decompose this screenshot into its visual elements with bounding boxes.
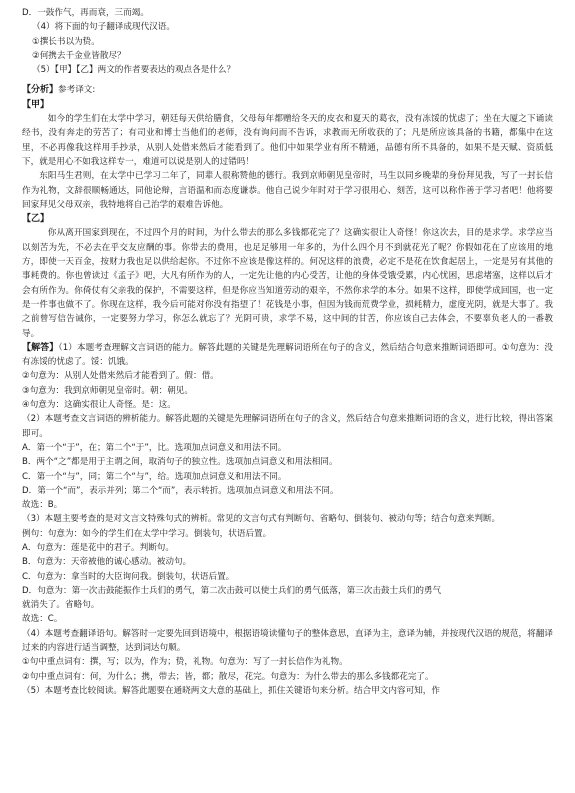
- answer-3-option-d-line-1: D．句意为：第一次击鼓能振作士兵们的勇气，第二次击鼓可以使士兵们的勇气低落，第三次击鼓士兵们的勇气: [22, 585, 442, 596]
- answer-3-example: 例句：句意为：如今的学生们在太学中学习。倒装句，状语后置。: [22, 528, 272, 539]
- jia-paragraph-1: 如今的学生们在太学中学习，朝廷每天供给膳食，父母每年都赠给冬天的皮衣和夏天的葛衣，没有冻馁的忧虑了；坐在大厦之下诵读经书，没有奔走的劳苦了；有司业和博士当他们的老师，没有询问而不告诉，求教而无所收获的了；凡是所应该具备的书籍，都集中在这里，不必再像我这样用手抄录，从别人处借来然后才能看到了。他们中如果学业有所不精通，品德有所不具备的，如果不是天赋、资质低下，就是用心不如我这样专一，难道可以说是别人的过错吗！: [22, 114, 553, 167]
- answer-4-item-1: ①句中重点词有：撰，写；以为，作为；贽，礼物。句意为：写了一封长信作为礼物。: [22, 657, 348, 668]
- answer-3-option-d-line-2: 就消失了。省略句。: [22, 600, 100, 611]
- q4-sentence-1: ①撰长书以为贽。: [32, 36, 100, 47]
- answer-4-intro: （4）本题考查翻译语句。解答时一定要先回到语境中，根据语境读懂句子的整体意思，直译为主，意译为辅，并按现代汉语的规范，将翻译过来的内容进行适当调整，达到词达句顺。: [22, 628, 553, 654]
- answer-3-option-a: A．句意为：莲是花中的君子。判断句。: [22, 542, 174, 553]
- q3-option-d: D．一鼓作气，再而衰，三而竭。: [22, 8, 149, 18]
- analysis-header: [22, 83, 553, 97]
- answer-5-intro: （5）本题考查比较阅读。解答此题要在通晓两文大意的基础上，抓住关键语句来分析。结合甲文内容可知，作: [22, 685, 440, 696]
- answer-2-option-b: B．两个“之”都是用于主谓之间，取消句子的独立性。选项加点词意义和用法相同。: [22, 457, 338, 468]
- yi-paragraph-1: 你从离开国家到现在，不过四个月的时间，为什么带去的那么多钱都花完了？这确实很让人奇怪！你这次去，目的是求学。求学应当以刻苦为先，不必去在乎交友应酬的事。你带去的费用，也足足够用一年多的，为什么四个月不到就花光了呢？你假如花在了应该用的地方，即使一天百金，按财力我也足以供给起你。不过你不应该是像这样的。何况这样的浪费，必定不是花在饮食起居上，一定是另有其他的事耗费的。你也曾读过《孟子》吧，大凡有所作为的人，一定先让他的内心受苦，让他的身体受饿受累，内心忧困，思虑堵塞，这样以后才会有所作为。你倚仗有父亲我的保护，不需要这样，但是你应当知道劳动的艰辛，不然你求学的本分。如果不这样，即使学成回国，也一定是一件事也做不了。你现在这样，我今后可能对你没有指望了！花钱是小事，但因为钱而荒费学业，损耗精力，虚度光阴，就是大事了。我之前曾写信告诫你，一定要努力学习，你怎么就忘了？光阴可贵，求学不易，这中间的甘苦，你应该自己去体会，不要辜负老人的一番教导。: [22, 228, 553, 339]
- q5-title: （5）【甲】【乙】两文的作者要表达的观点各是什么？: [32, 65, 236, 76]
- answer-2-option-c: C．第一个“与”，同；第二个“与”，给。选项加点词意义和用法不同。: [22, 471, 287, 482]
- answer-1-text: （1）本题考查理解文言词语的能力。解答此题的关键是先理解词语所在句子的含义，然后结合句意来推断词语即可。①句意为：没有冻馁的忧虑了。馁：饥饿。: [22, 342, 553, 368]
- answer-label: 【解答】: [22, 342, 59, 353]
- q4-sentence-2: ②何携去千金业皆散尽？: [32, 50, 126, 61]
- answer-2-intro: （2）本题考查文言词语的辨析能力。解答此题的关键是先理解词语所在句子的含义，然后结合句意来推断词语的含义，进行比较，得出答案即可。: [22, 414, 553, 439]
- answer-2-option-a: A．第一个“于”，在；第二个“于”，比。选项加点词意义和用法不同。: [22, 442, 287, 453]
- answer-3-option-c: C．句意为：拿当时的大臣询问我。倒装句，状语后置。: [22, 571, 235, 582]
- answer-2-option-d: D．第一个“而”，表示并列；第二个“而”，表示转折。选项加点词意义和用法不同。: [22, 485, 339, 496]
- yi-label: 【乙】: [22, 214, 50, 225]
- answer-3-option-b: B．句意为：天帝被他的诚心感动。被动句。: [22, 557, 192, 568]
- jia-label: 【甲】: [22, 99, 50, 110]
- q4-title: （4）将下面的句子翻译成现代汉语。: [32, 22, 175, 33]
- answer-1-item-4: ④句意为：这确实很让人奇怪。是：这。: [22, 400, 176, 411]
- jia-paragraph-2: 东阳马生君则，在太学中已学习二年了，同辈人很称赞他的德行。我到京师朝见皇帝时，马生以同乡晚辈的身份拜见我，写了一封长信作为礼物，文辞很顺畅通达，同他论辩，言语温和而态度谦恭。他自己说少年时对于学习很用心、刻苦，这可以称作善于学习者吧！他将要回家拜见父母双亲，我特地将自己治学的艰难告诉他。: [22, 171, 553, 210]
- answer-3-choice: 故选：C。: [22, 614, 63, 625]
- answer-3-intro: （3）本题主要考查的是对文言文特殊句式的辨析。常见的文言句式有判断句、省略句、倒装句、被动句等；结合句意来判断。: [22, 514, 501, 525]
- analysis-label: 【分析】: [22, 85, 59, 96]
- answer-1-item-2: ②句意为：从别人处借来然后才能看到了。假：借。: [22, 371, 219, 382]
- answer-1-intro: [22, 341, 553, 370]
- answer-1-item-3: ③句意为：我到京师朝见皇帝时。朝：朝见。: [22, 385, 193, 396]
- answer-4-item-2: ②句中重点词有：何，为什么；携，带去；皆，都；散尽，花完。句意为：为什么带去的那么多钱都花完了。: [22, 671, 434, 682]
- answer-2-choice: 故选：B。: [22, 500, 63, 511]
- analysis-title: 参考译文:: [58, 85, 96, 96]
